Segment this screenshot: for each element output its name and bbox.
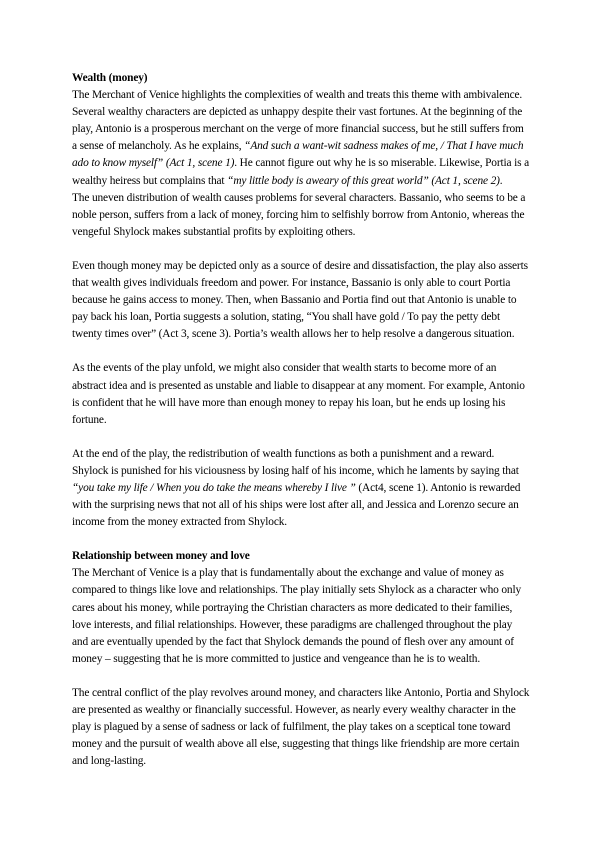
- text-run: .: [499, 174, 503, 187]
- paragraph-redistribution: [72, 446, 530, 531]
- quote-portia: “my little body is aweary of this great world” (Act 1, scene 2): [227, 174, 500, 187]
- paragraph-exchange-and-value: The Merchant of Venice is a play that is fundamentally about the exchange and value of money as compared to things like love and relationships. The play initially sets Shylock as a character who only cares about his money, while portraying the Christian characters as more dedicated to their families, love interests, and filial relationships. However, these paradigms are challenged throughout the play and are eventually upended by the fact that Shylock demands the pound of flesh over any amount of money – suggesting that he is more committed to justice and vengeance than he is to wealth.: [72, 567, 522, 665]
- text-run: . He cannot figure out why he is so miserable. Likewise, Portia is a wealthy heiress but complains that: [72, 157, 530, 187]
- section-heading-wealth: Wealth (money): [72, 72, 148, 84]
- quote-shylock: “you take my life / When you do take the means whereby I live ”: [72, 481, 356, 494]
- quote-antonio: “And such a want-wit sadness makes of me, / That I have much ado to know myself” (Act 1, scene 1): [72, 140, 524, 170]
- paragraph-abstract-wealth: As the events of the play unfold, we might also consider that wealth starts to become more of an abstract idea and is presented as unstable and liable to disappear at any moment. For example, Antonio is confident that he will have more than enough money to repay his loan, but he ends up losing his fortune.: [72, 362, 525, 426]
- document-body: [72, 70, 530, 787]
- paragraph-central-conflict: The central conflict of the play revolves around money, and characters like Antonio, Portia and Shylock are presented as wealthy or financially successful. However, as nearly every wealthy character in the play is plagued by a sense of sadness or lack of fulfilment, the play takes on a sceptical tone toward money and the pursuit of wealth above all else, suggesting that things like friendship are more certain and long-lasting.: [72, 686, 530, 768]
- section-heading-money-and-love: Relationship between money and love: [72, 550, 250, 563]
- text-run: The Merchant of Venice highlights the complexities of wealth and treats this theme with ambivalence. Several wealthy characters are depicted as unhappy despite their vast fortunes. At the beginning of the play, Antonio is a prosperous merchant on the verge of more financial success, but he still suffers from a sense of melancholy. As he explains,: [72, 89, 524, 153]
- paragraph-uneven-distribution: The uneven distribution of wealth causes problems for several characters. Bassanio, who seems to be a noble person, suffers from a lack of money, forcing him to selfishly borrow from Antonio, whereas the vengeful Shylock makes substantial profits by exploiting others.: [72, 191, 526, 238]
- text-run: (Act4, scene 1). Antonio is rewarded with the surprising news that not all of his ships were lost after all, and Jessica and Lorenzo secure an income from the money extracted from Shylock.: [72, 481, 521, 529]
- paragraph-wealth-intro: [72, 87, 530, 190]
- paragraph-freedom-and-power: Even though money may be depicted only as a source of desire and dissatisfaction, the play also asserts that wealth gives individuals freedom and power. For instance, Bassanio is only able to court Portia because he gains access to money. Then, when Bassanio and Portia find out that Antonio is unable to pay back his loan, Portia suggests a solution, stating, “You shall have gold / To pay the petty debt twenty times over” (Act 3, scene 3). Portia’s wealth allows her to help resolve a dangerous situation.: [72, 259, 528, 341]
- text-run: At the end of the play, the redistribution of wealth functions as both a punishment and a reward. Shylock is punished for his viciousness by losing half of his income, which he laments by saying that: [72, 447, 519, 477]
